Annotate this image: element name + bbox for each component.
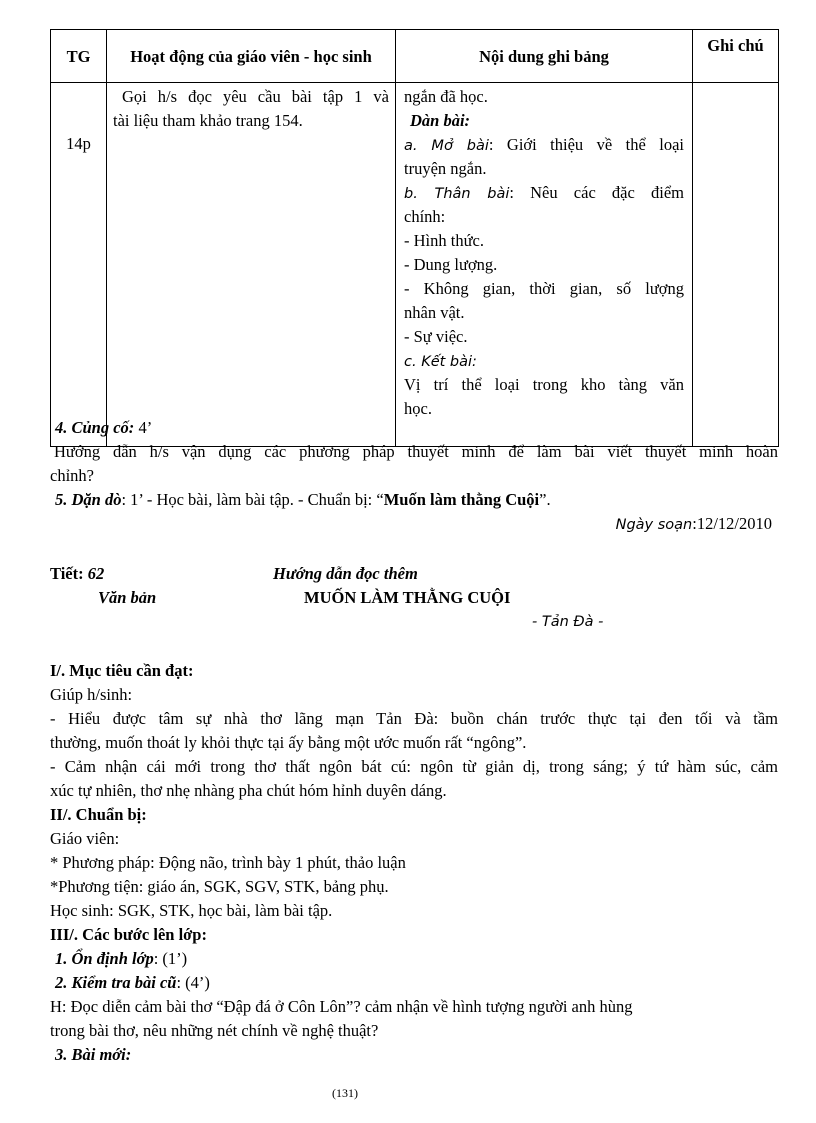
step-1: 1. Ổn định lớp: (1’): [55, 949, 188, 968]
step-3: 3. Bài mới:: [55, 1045, 132, 1064]
table-row: [51, 83, 779, 447]
body-line-2: chính:: [404, 207, 446, 226]
activity-line-2: tài liệu tham khảo trang 154.: [113, 111, 303, 130]
outline-heading: Dàn bài:: [410, 111, 471, 130]
content-first-line: ngắn đã học.: [404, 87, 488, 106]
body-label: b. Thân bài: [404, 186, 510, 202]
consolidation-heading: 4. Củng cố: 4’: [55, 418, 153, 437]
homework-line: 5. Dặn dò: 1’ - Học bài, làm bài tập. - Chuẩn bị: “Muốn làm thằng Cuội”.: [55, 490, 551, 509]
lesson-plan-table: [50, 29, 779, 447]
homework-label: 5. Dặn dò: [55, 490, 122, 509]
date-label: Ngày soạn: [615, 517, 693, 533]
preparation-student: Học sinh: SGK, STK, học bài, làm bài tập.: [50, 901, 333, 920]
objective-1: - Hiểu được tâm sự nhà thơ lãng mạn Tản Đà: buồn chán trước thực tại đen tối và tầm thường, muốn thoát ly khỏi thực tại ấy bằng một ước muốn rất “ngông”.: [50, 709, 778, 752]
activity-line-1: Gọi h/s đọc yêu cầu bài tập 1 và: [122, 87, 389, 106]
review-question-2: trong bài thơ, nêu những nét chính về nghệ thuật?: [50, 1021, 379, 1040]
cell-time: [51, 83, 107, 447]
preparation-heading: II/. Chuẩn bị:: [50, 805, 147, 824]
body-line: b. Thân bài: Nêu các đặc điểm: [404, 183, 684, 202]
conclusion-label: c. Kết bài: [404, 354, 473, 370]
intro-line-2: truyện ngắn.: [404, 159, 487, 178]
cell-activity: [107, 83, 396, 447]
item-space-cont: nhân vật.: [404, 303, 465, 322]
conclusion-line: c. Kết bài:: [404, 354, 477, 370]
lesson-author: - Tản Đà -: [532, 614, 604, 630]
steps-heading: III/. Các bước lên lớp:: [50, 925, 207, 944]
item-form: - Hình thức.: [404, 231, 484, 250]
header-time: TG: [51, 30, 107, 83]
homework-title: Muốn làm thằng Cuội: [383, 490, 540, 509]
review-question-1: H: Đọc diễn cảm bài thơ “Đập đá ở Côn Lôn”? cảm nhận về hình tượng người anh hùng: [50, 997, 633, 1016]
preparation-method: * Phương pháp: Động não, trình bày 1 phút, thảo luận: [50, 853, 406, 872]
consolidation-text: Hướng dẫn h/s vận dụng các phương pháp thuyết minh để làm bài viết thuyết minh hoàn chỉnh?: [50, 442, 778, 485]
header-note: Ghi chú: [693, 30, 779, 83]
objectives-heading: I/. Mục tiêu cần đạt:: [50, 661, 194, 680]
conclusion-text: Vị trí thể loại trong kho tàng văn: [404, 375, 684, 394]
cell-note: [693, 83, 779, 447]
intro-label: a. Mở bài: [404, 138, 489, 154]
lesson-title: MUỐN LÀM THẰNG CUỘI: [304, 588, 511, 607]
conclusion-text-2: học.: [404, 399, 432, 418]
preparation-teacher: Giáo viên:: [50, 829, 120, 848]
text-label: Văn bản: [98, 588, 157, 607]
page-number: (131): [332, 1086, 358, 1100]
intro-line: a. Mở bài: Giới thiệu về thể loại: [404, 135, 684, 154]
consolidation-label: 4. Củng cố:: [55, 418, 135, 437]
header-content: Nội dung ghi bảng: [396, 30, 693, 83]
cell-content: [396, 83, 693, 447]
objectives-intro: Giúp h/sinh:: [50, 685, 133, 704]
preparation-means: *Phương tiện: giáo án, SGK, SGV, STK, bảng phụ.: [50, 877, 389, 896]
period-number: 62: [87, 564, 105, 583]
item-length: - Dung lượng.: [404, 255, 498, 274]
lesson-type: Hướng dẫn đọc thêm: [273, 564, 418, 583]
prep-date: Ngày soạn:12/12/2010: [615, 514, 772, 533]
header-activity: Hoạt động của giáo viên - học sinh: [107, 30, 396, 83]
step-2: 2. Kiểm tra bài cũ: (4’): [55, 973, 210, 992]
period-line: Tiết: 62: [50, 564, 105, 583]
objective-2: - Cảm nhận cái mới trong thơ thất ngôn bát cú: ngôn từ giản dị, trong sáng; ý tứ hàm súc, cảm xúc tự nhiên, thơ nhẹ nhàng pha chút hóm hỉnh duyên dáng.: [50, 757, 778, 800]
time-value: 14p: [66, 134, 91, 153]
item-event: - Sự việc.: [404, 327, 468, 346]
table-header-row: [51, 30, 779, 83]
item-space: - Không gian, thời gian, số lượng: [404, 279, 684, 298]
